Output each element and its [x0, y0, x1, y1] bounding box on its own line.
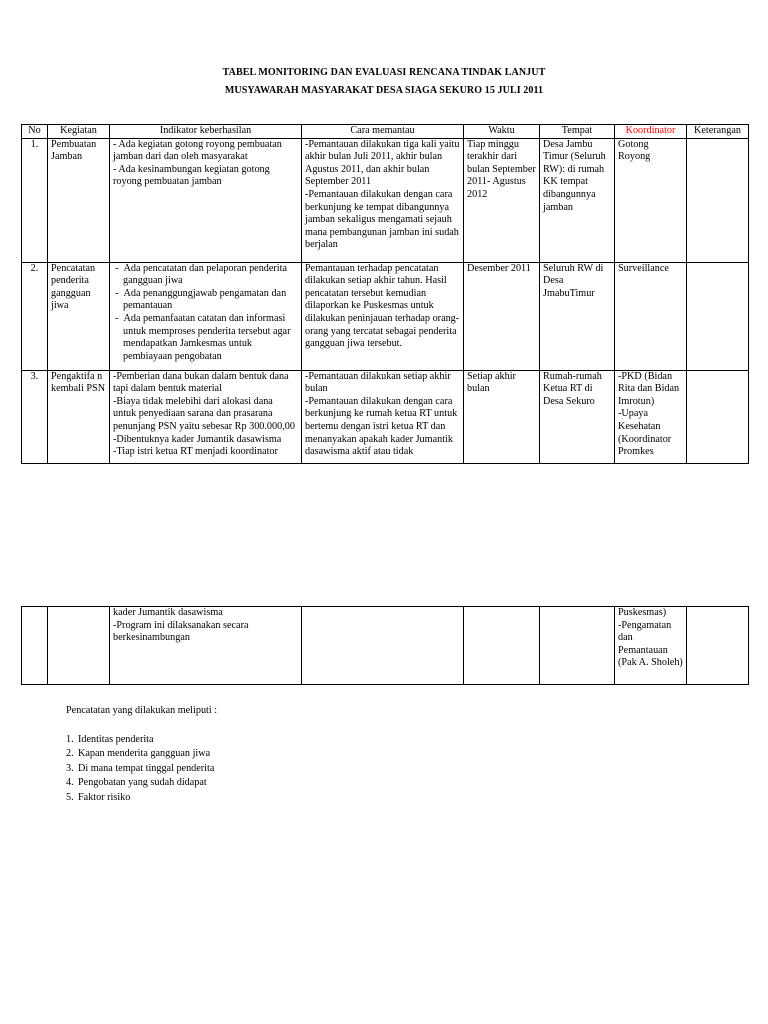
- cell-indikator: [110, 607, 302, 685]
- notes-list: [66, 733, 217, 806]
- indikator-item: - Ada pencatatan dan pelaporan penderita gangguan jiwa: [113, 263, 298, 288]
- header-koordinator: Koordinator: [615, 125, 687, 139]
- cara-line: -Pemantauan dilakukan tiga kali yaitu akhir bulan Juli 2011, akhir bulan Agustus 2011, dan akhir bulan September 2011: [305, 138, 460, 188]
- cell-keterangan: [687, 262, 749, 370]
- cell-waktu: Desember 2011: [464, 262, 540, 370]
- monitoring-table-continued: [21, 606, 749, 685]
- indikator-line: - Ada kesinambungan kegiatan gotong royong pembuatan jamban: [113, 163, 270, 188]
- cell-cara: [302, 138, 464, 262]
- cell-waktu: Setiap akhir bulan: [464, 370, 540, 463]
- indikator-line: -Pemberian dana bukan dalam bentuk dana tapi dalam bentuk material: [113, 370, 289, 395]
- cell-waktu: [464, 607, 540, 685]
- cell-waktu: Tiap minggu terakhir dari bulan September 2011- Agustus 2012: [464, 138, 540, 262]
- indikator-item: - Ada penanggungjawab pengamatan dan pemantauan: [113, 288, 298, 313]
- monitoring-table: [21, 124, 749, 464]
- header-kegiatan: Kegiatan: [48, 125, 110, 139]
- cell-koordinator: Surveillance: [615, 262, 687, 370]
- indikator-line: -Tiap istri ketua RT menjadi koordinator: [113, 446, 278, 458]
- table-row: [22, 607, 749, 685]
- header-waktu: Waktu: [464, 125, 540, 139]
- indikator-line: - Ada kegiatan gotong royong pembuatan jamban dari dan oleh masyarakat: [113, 138, 282, 163]
- cell-kegiatan: Pembuatan Jamban: [48, 138, 110, 262]
- list-item: 1. Identitas penderita: [66, 733, 154, 745]
- indikator-item: - Ada pemanfaatan catatan dan informasi untuk memproses penderita tersebut agar mendapatkan Jamkesmas untuk pembiayaan pengobatan: [113, 313, 298, 363]
- cell-cara: [302, 370, 464, 463]
- indikator-list: [113, 263, 298, 364]
- cell-indikator: [110, 370, 302, 463]
- list-item: 3. Di mana tempat tinggal penderita: [66, 762, 215, 774]
- table-row: [22, 138, 749, 262]
- table-row: [22, 370, 749, 463]
- koordinator-line: -Upaya Kesehatan (Koordinator Promkes: [618, 408, 672, 458]
- document-title: TABEL MONITORING DAN EVALUASI RENCANA TINDAK LANJUT: [222, 67, 546, 78]
- list-item: 2. Kapan menderita gangguan jiwa: [66, 748, 211, 760]
- koordinator-line: -PKD (Bidan Rita dan Bidan Imrotun): [618, 370, 680, 407]
- cell-koordinator: [615, 607, 687, 685]
- cell-tempat: Seluruh RW di Desa JmabuTimur: [540, 262, 615, 370]
- cell-kegiatan: [48, 607, 110, 685]
- list-item: 4. Pengobatan yang sudah didapat: [66, 777, 207, 789]
- table-header-row: [22, 125, 749, 139]
- indikator-line: -Biaya tidak melebihi dari alokasi dana untuk penyediaan sarana dan prasarana penunjang PSN yaitu sebesar Rp 300.000,00: [113, 395, 295, 432]
- document-subtitle: MUSYAWARAH MASYARAKAT DESA SIAGA SEKURO 15 JULI 2011: [224, 85, 544, 96]
- cell-tempat: Rumah-rumah Ketua RT di Desa Sekuro: [540, 370, 615, 463]
- header-no: No: [22, 125, 48, 139]
- indikator-line: -Program ini dilaksanakan secara berkesinambungan: [113, 619, 249, 644]
- cell-no: [22, 607, 48, 685]
- header-keterangan: Keterangan: [687, 125, 749, 139]
- cell-tempat: Desa Jambu Timur (Seluruh RW): di rumah KK tempat dibangunnya jamban: [540, 138, 615, 262]
- cell-indikator: [110, 138, 302, 262]
- cell-keterangan: [687, 607, 749, 685]
- cell-keterangan: [687, 138, 749, 262]
- indikator-line: kader Jumantik dasawisma: [113, 607, 223, 618]
- cell-kegiatan: Pencatatan penderita gangguan jiwa: [48, 262, 110, 370]
- cell-no: 3.: [22, 370, 48, 463]
- indikator-line: -Dibentuknya kader Jumantik dasawisma: [113, 433, 282, 445]
- notes-section: [66, 704, 217, 806]
- cara-line: -Pemantauan dilakukan dengan cara berkunjung ke rumah ketua RT untuk bertemu dengan istri ketua RT dan menanyakan apakah kader Jumantik dasawisma aktif atau tidak: [305, 395, 458, 458]
- cell-cara: Pemantauan terhadap pencatatan dilakukan setiap akhir tahun. Hasil pencatatan tersebut kemudian dilaporkan ke Puskesmas untuk dilakukan peninjauan terhadap orang-orang yang tercatat sebagai penderita gangguan jiwa tersebut.: [302, 262, 464, 370]
- header-tempat: Tempat: [540, 125, 615, 139]
- cell-kegiatan: Pengaktifa n kembali PSN: [48, 370, 110, 463]
- table-row: [22, 262, 749, 370]
- header-indikator: Indikator keberhasilan: [110, 125, 302, 139]
- cell-cara: [302, 607, 464, 685]
- cell-koordinator: [615, 370, 687, 463]
- cell-keterangan: [687, 370, 749, 463]
- list-item: 5. Faktor risiko: [66, 791, 131, 803]
- cell-no: 2.: [22, 262, 48, 370]
- cell-no: 1.: [22, 138, 48, 262]
- koordinator-line: -Pengamatan dan Pemantauan (Pak A. Sholeh): [618, 619, 683, 669]
- cell-tempat: [540, 607, 615, 685]
- cara-line: -Pemantauan dilakukan setiap akhir bulan: [305, 370, 451, 395]
- cell-koordinator: Gotong Royong: [615, 138, 687, 262]
- notes-intro: Pencatatan yang dilakukan meliputi :: [66, 705, 218, 716]
- koordinator-line: Puskesmas): [618, 607, 667, 618]
- cara-line: -Pemantauan dilakukan dengan cara berkunjung ke tempat dibangunnya jamban sekaligus mengamati sejauh mana pembangunan jamban ini sudah berjalan: [305, 188, 459, 251]
- header-cara: Cara memantau: [302, 125, 464, 139]
- cell-indikator: [110, 262, 302, 370]
